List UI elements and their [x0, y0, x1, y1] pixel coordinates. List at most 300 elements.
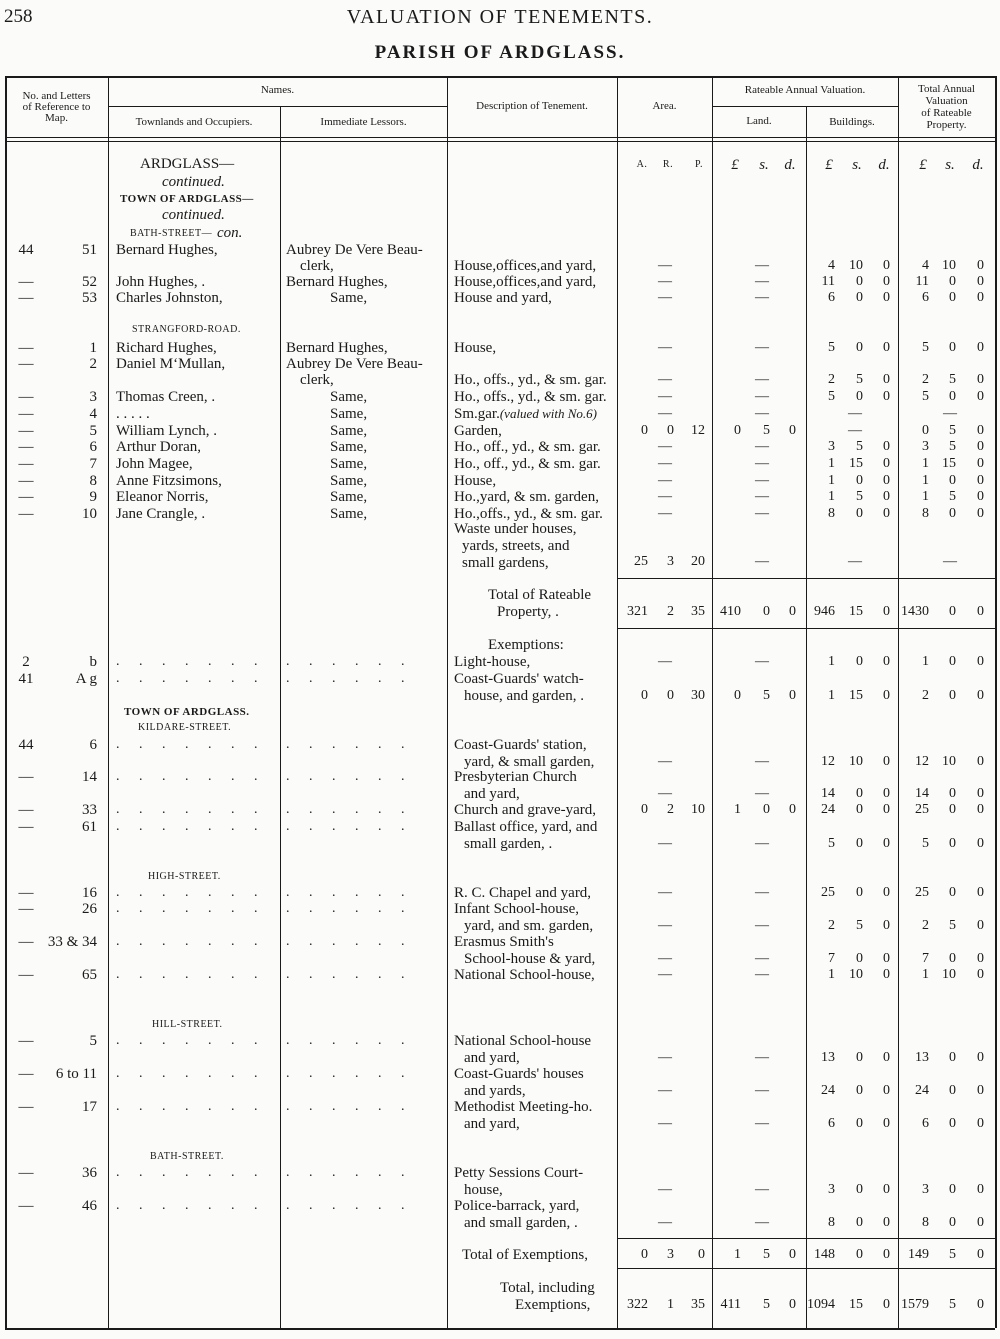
total-value: 15	[942, 456, 956, 471]
map-ref-number: —	[18, 1033, 34, 1049]
money-unit: £	[825, 157, 833, 173]
lessor-name: Same,	[330, 439, 368, 455]
leader-dots: . . . . . . .	[116, 654, 266, 669]
total-value: 24	[915, 1082, 929, 1098]
area-dash: —	[658, 885, 672, 900]
total-value: 7	[922, 950, 929, 966]
area-dash: —	[658, 753, 672, 769]
lessor-name-cont: clerk,	[300, 258, 334, 274]
total-value: 25	[915, 885, 929, 900]
map-ref-letter: 46	[82, 1198, 97, 1214]
buildings-value: 0	[883, 654, 890, 669]
land-dash: —	[755, 917, 769, 933]
buildings-value: 0	[856, 473, 863, 488]
buildings-value: 11	[821, 274, 835, 289]
total-land: 410	[720, 604, 741, 619]
total-value: 0	[949, 506, 956, 521]
total-value: 1	[922, 473, 929, 488]
ref-header-line: of Reference to	[22, 101, 91, 113]
total-rateable-label: Property, .	[497, 604, 559, 620]
land-dash: —	[755, 1115, 769, 1131]
names-sub-rule	[108, 106, 447, 107]
buildings-value: 25	[821, 885, 835, 900]
total-value: 0	[949, 389, 956, 404]
total-value: 6	[922, 1115, 929, 1131]
occupier-name: Bernard Hughes,	[116, 242, 218, 258]
total-valuation: 5	[949, 1247, 956, 1262]
buildings-value: 0	[856, 274, 863, 289]
occupier-name: Anne Fitzsimons,	[116, 473, 222, 489]
total-header-line: Total Annual	[918, 83, 975, 95]
buildings-value: 4	[828, 258, 835, 273]
buildings-value: 0	[883, 885, 890, 900]
map-ref-letter: 6	[89, 737, 97, 753]
buildings-value: 0	[883, 489, 890, 504]
buildings-value: 0	[883, 274, 890, 289]
buildings-value: 24	[821, 1082, 835, 1098]
map-ref-number: —	[18, 456, 34, 472]
buildings-value: 14	[821, 785, 835, 801]
tenement-description: Petty Sessions Court-	[454, 1165, 584, 1181]
lessor-name: Same,	[330, 506, 368, 522]
area-dash: —	[658, 274, 672, 289]
tenement-description: Light-house,	[454, 654, 531, 670]
total-value: 0	[977, 835, 984, 851]
total-value: 0	[977, 1115, 984, 1131]
street-heading: HIGH-STREET.	[148, 871, 221, 882]
ref-header-line: No. and Letters	[22, 90, 91, 102]
tenement-description: School-house & yard,	[464, 950, 596, 967]
tenement-description: small garden, .	[464, 835, 553, 852]
buildings-value: 0	[856, 950, 863, 966]
column-rule	[108, 76, 109, 1328]
total-valuation: 0	[949, 604, 956, 619]
land-value: 0	[734, 687, 741, 703]
buildings-value: 0	[883, 1181, 890, 1197]
buildings-value: 0	[883, 258, 890, 273]
land-header: Land.	[746, 115, 772, 127]
land-dash: —	[755, 1082, 769, 1098]
area-dash: —	[658, 950, 672, 966]
buildings-dash: —	[848, 406, 862, 421]
buildings-value: 0	[883, 1082, 890, 1098]
map-ref-letter: 61	[82, 819, 97, 835]
buildings-value: 5	[828, 835, 835, 851]
total-value: 10	[942, 967, 956, 982]
total-value: 12	[915, 753, 929, 769]
total-value: 5	[922, 835, 929, 851]
land-dash: —	[755, 1214, 769, 1230]
street-heading: BATH-STREET—	[130, 228, 213, 239]
leader-dots: . . . . . . .	[116, 819, 266, 834]
money-unit: d.	[972, 157, 984, 173]
tenement-description: Ho., offs., yd., & sm. gar.	[454, 372, 607, 388]
map-ref-number: —	[18, 423, 34, 439]
grand-total-label: Exemptions,	[515, 1297, 591, 1313]
buildings-value: 0	[883, 340, 890, 355]
area-dash: —	[658, 785, 672, 801]
buildings-value: 1	[828, 456, 835, 471]
total-value: 5	[949, 423, 956, 438]
grand-total-land: 411	[720, 1297, 741, 1312]
total-value: 4	[922, 258, 929, 273]
leader-dots: . . . . . . .	[116, 671, 266, 686]
buildings-value: 0	[856, 1181, 863, 1197]
grand-total-area: 35	[691, 1297, 705, 1312]
occupier-name: . . . . .	[116, 406, 150, 422]
tenement-description: Ballast office, yard, and	[454, 819, 598, 835]
page-number: 258	[4, 6, 33, 27]
area-dash: —	[658, 290, 672, 305]
total-value: 0	[949, 835, 956, 851]
buildings-value: 0	[883, 290, 890, 305]
map-ref-number: —	[18, 406, 34, 422]
total-area: 3	[667, 1247, 674, 1262]
area-value: 10	[691, 802, 705, 817]
area-value: 0	[641, 802, 648, 817]
buildings-value: 5	[856, 489, 863, 504]
total-header-line: Property.	[926, 119, 967, 131]
total-valuation: 149	[908, 1247, 929, 1262]
total-area: 0	[641, 1247, 648, 1262]
buildings-value: 10	[849, 258, 863, 273]
area-dash: —	[658, 340, 672, 355]
total-area: 35	[691, 604, 705, 619]
total-buildings: 0	[883, 1247, 890, 1262]
total-value: 0	[977, 967, 984, 982]
total-value: 8	[922, 506, 929, 521]
land-dash: —	[755, 1181, 769, 1197]
land-dash: —	[755, 290, 769, 305]
buildings-value: 0	[883, 753, 890, 769]
buildings-value: 12	[821, 753, 835, 769]
buildings-value: 1	[828, 654, 835, 669]
buildings-value: 6	[828, 1115, 835, 1131]
leader-dots: . . . . . . .	[116, 1198, 266, 1213]
total-value: 8	[922, 1214, 929, 1230]
total-value: 0	[949, 1214, 956, 1230]
total-buildings: 15	[849, 604, 863, 619]
map-ref-letter: 8	[89, 473, 97, 489]
tenement-description: Police-barrack, yard,	[454, 1198, 580, 1214]
money-unit: s.	[759, 157, 769, 173]
area-dash: —	[658, 372, 672, 387]
total-value: 5	[949, 489, 956, 504]
buildings-value: 0	[883, 835, 890, 851]
total-value: 0	[977, 340, 984, 355]
total-value: 0	[949, 1181, 956, 1197]
leader-dots: . . . . . . .	[116, 737, 266, 752]
leader-dots: . . . . . .	[286, 819, 413, 834]
area-value: 30	[691, 687, 705, 703]
map-ref-letter: 5	[89, 1033, 97, 1049]
buildings-value: 3	[828, 439, 835, 454]
leader-dots: . . . . . . .	[116, 1066, 266, 1081]
leader-dots: . . . . . . .	[116, 901, 266, 916]
total-value: 0	[949, 274, 956, 289]
street-heading: HILL-STREET.	[152, 1019, 223, 1030]
land-dash: —	[755, 456, 769, 471]
total-buildings: 148	[814, 1247, 835, 1262]
occupier-name: Thomas Creen, .	[116, 389, 216, 405]
land-dash: —	[755, 439, 769, 454]
map-ref-letter: 2	[89, 356, 97, 372]
tenement-description: Presbyterian Church	[454, 769, 577, 785]
occupier-name: Jane Crangle, .	[116, 506, 206, 522]
buildings-value: 0	[883, 1115, 890, 1131]
leader-dots: . . . . . . .	[116, 967, 266, 982]
total-value: 0	[977, 950, 984, 966]
total-value: 10	[942, 258, 956, 273]
total-value: 0	[977, 290, 984, 305]
total-value: 0	[949, 802, 956, 817]
area-dash: —	[658, 1181, 672, 1197]
total-area: 2	[667, 604, 674, 619]
table-top-rule	[5, 76, 995, 78]
map-ref-letter: 51	[82, 242, 97, 258]
total-buildings: 0	[883, 604, 890, 619]
subtotal-rule	[617, 1238, 995, 1239]
buildings-value: 1	[828, 687, 835, 703]
tenement-description: National School-house	[454, 1033, 592, 1049]
buildings-value: 0	[856, 290, 863, 305]
leader-dots: . . . . . .	[286, 901, 413, 916]
area-dash: —	[658, 506, 672, 521]
land-value: 0	[734, 423, 741, 438]
tenement-description: house,	[464, 1181, 503, 1198]
buildings-value: 10	[849, 753, 863, 769]
area-dash: —	[658, 1082, 672, 1098]
buildings-value: 0	[883, 967, 890, 982]
tenement-description: Ho., off., yd., & sm. gar.	[454, 456, 601, 472]
street-heading: BATH-STREET.	[150, 1151, 224, 1162]
tenement-description: R. C. Chapel and yard,	[454, 885, 592, 901]
area-dash: —	[658, 1214, 672, 1230]
map-ref-number: —	[18, 1198, 34, 1214]
buildings-value: 1	[828, 489, 835, 504]
map-ref-letter: 7	[89, 456, 97, 472]
total-value: 5	[949, 372, 956, 387]
area-dash: —	[658, 258, 672, 273]
land-dash: —	[755, 406, 769, 421]
total-value: 13	[915, 1049, 929, 1065]
leader-dots: . . . . . .	[286, 654, 413, 669]
money-unit: d.	[878, 157, 890, 173]
land-dash: —	[755, 340, 769, 355]
total-buildings: 946	[814, 604, 835, 619]
buildings-value: 0	[856, 1049, 863, 1065]
buildings-header: Buildings.	[829, 116, 875, 128]
map-ref-letter: 17	[82, 1099, 97, 1115]
area-dash: —	[658, 917, 672, 933]
buildings-value: 0	[883, 1049, 890, 1065]
buildings-value: 0	[856, 506, 863, 521]
total-value: 14	[915, 785, 929, 801]
total-value: 5	[949, 439, 956, 454]
buildings-value: 13	[821, 1049, 835, 1065]
buildings-value: 15	[849, 687, 863, 703]
total-value: 0	[977, 654, 984, 669]
buildings-value: 2	[828, 917, 835, 933]
buildings-value: 5	[856, 372, 863, 387]
tenement-description: Coast-Guards' station,	[454, 737, 587, 753]
grand-total-label: Total, including	[500, 1280, 595, 1296]
map-ref-letter: 53	[82, 290, 97, 306]
total-value: 0	[977, 473, 984, 488]
grand-total-buildings: 0	[883, 1297, 890, 1312]
map-ref-number: —	[18, 356, 34, 372]
occupier-name: Arthur Doran,	[116, 439, 201, 455]
buildings-value: 5	[856, 917, 863, 933]
total-valuation: 0	[977, 1247, 984, 1262]
buildings-value: 0	[883, 506, 890, 521]
map-ref-letter: 33 & 34	[47, 934, 97, 950]
header-bottom-rule	[5, 137, 995, 138]
tenement-description: Ho.,offs., yd., & sm. gar.	[454, 506, 603, 522]
buildings-value: 0	[856, 389, 863, 404]
map-ref-letter: 3	[89, 389, 97, 405]
leader-dots: . . . . . . .	[116, 802, 266, 817]
leader-dots: . . . . . .	[286, 885, 413, 900]
total-value: 0	[977, 372, 984, 387]
land-dash: —	[755, 885, 769, 900]
grand-total-valuation: 0	[977, 1297, 984, 1312]
buildings-value: 8	[828, 1214, 835, 1230]
lessor-name: Same,	[330, 473, 368, 489]
total-value: 0	[977, 423, 984, 438]
buildings-value: 0	[856, 654, 863, 669]
leader-dots: . . . . . .	[286, 737, 413, 752]
total-value: 0	[949, 1082, 956, 1098]
total-value: 0	[977, 489, 984, 504]
column-rule	[712, 76, 713, 1328]
street-continued: con.	[217, 225, 243, 241]
map-ref-number: —	[18, 473, 34, 489]
column-rule	[806, 106, 807, 1328]
occupier-name: John Hughes, .	[116, 274, 206, 290]
total-value: 0	[949, 885, 956, 900]
land-dash: —	[755, 785, 769, 801]
buildings-value: 2	[828, 372, 835, 387]
subtotal-rule	[617, 628, 995, 629]
buildings-value: 0	[856, 835, 863, 851]
total-land: 0	[789, 604, 796, 619]
total-rateable-label: Total of Rateable	[488, 587, 592, 603]
total-value: 0	[977, 1049, 984, 1065]
buildings-value: 0	[883, 785, 890, 801]
leader-dots: . . . . . .	[286, 1033, 413, 1048]
total-value: 5	[949, 917, 956, 933]
buildings-value: 1	[828, 967, 835, 982]
lessor-name: Same,	[330, 406, 368, 422]
description-header: Description of Tenement.	[476, 100, 588, 112]
town-heading: TOWN OF ARDGLASS—	[120, 193, 254, 205]
buildings-value: 1	[828, 473, 835, 488]
total-valuation: 1430	[901, 604, 929, 619]
occupier-name: Richard Hughes,	[116, 340, 217, 356]
map-ref-letter: 33	[82, 802, 97, 818]
parish-title: PARISH OF ARDGLASS.	[374, 42, 626, 63]
total-valuation: 0	[977, 604, 984, 619]
leader-dots: . . . . . . .	[116, 1033, 266, 1048]
land-value: 0	[789, 423, 796, 438]
rateable-header: Rateable Annual Valuation.	[744, 84, 866, 96]
total-area: 321	[627, 604, 648, 619]
grand-total-land: 5	[763, 1297, 770, 1312]
area-dash: —	[658, 456, 672, 471]
land-dash: —	[755, 753, 769, 769]
map-ref-number: —	[18, 439, 34, 455]
land-dash: —	[755, 967, 769, 982]
total-land: 5	[763, 1247, 770, 1262]
total-value: 0	[977, 506, 984, 521]
map-ref-letter: 6 to 11	[55, 1066, 97, 1082]
right-frame	[995, 76, 997, 1328]
lessor-name: Same,	[330, 389, 368, 405]
area-header: Area.	[652, 100, 677, 112]
area-dash: —	[658, 967, 672, 982]
grand-total-area: 322	[627, 1297, 648, 1312]
area-dash: —	[658, 489, 672, 504]
total-header-line: of Rateable	[921, 107, 972, 119]
total-dash: —	[943, 406, 957, 421]
total-value: 1	[922, 489, 929, 504]
area-value: 12	[691, 423, 705, 438]
tenement-description: Ho., offs., yd., & sm. gar.	[454, 389, 607, 405]
buildings-value: 0	[856, 340, 863, 355]
total-area: 0	[698, 1247, 705, 1262]
rateable-sub-rule	[712, 106, 898, 107]
buildings-value: 0	[856, 802, 863, 817]
total-value: 1	[922, 456, 929, 471]
column-rule	[898, 76, 899, 1328]
area-dash: —	[658, 835, 672, 851]
map-ref-letter: A g	[75, 671, 97, 687]
map-ref-number: —	[18, 1099, 34, 1115]
buildings-value: 8	[828, 506, 835, 521]
leader-dots: . . . . . .	[286, 769, 413, 784]
total-value: 3	[922, 1181, 929, 1197]
map-ref-number: 2	[22, 654, 30, 670]
area-unit: R.	[662, 159, 674, 170]
land-dash: —	[755, 506, 769, 521]
buildings-value: 0	[856, 1214, 863, 1230]
header-double-rule	[5, 141, 995, 142]
tenement-description: House,	[454, 473, 497, 489]
land-value: 5	[763, 687, 770, 703]
map-ref-number: —	[18, 1165, 34, 1181]
waste-description: small gardens,	[462, 555, 549, 571]
land-value: 0	[763, 802, 770, 817]
buildings-value: 24	[821, 802, 835, 817]
land-dash: —	[755, 389, 769, 404]
map-ref-letter: 14	[82, 769, 97, 785]
town-heading: TOWN OF ARDGLASS.	[124, 706, 250, 718]
map-ref-number: —	[18, 819, 34, 835]
leader-dots: . . . . . . .	[116, 1099, 266, 1114]
total-value: 0	[977, 687, 984, 703]
buildings-value: 7	[828, 950, 835, 966]
subtotal-rule	[617, 1268, 995, 1269]
occupier-name: Charles Johnston,	[116, 290, 223, 306]
map-ref-letter: 10	[82, 506, 97, 522]
buildings-value: 0	[883, 473, 890, 488]
total-buildings: 0	[856, 1247, 863, 1262]
tenement-description: Methodist Meeting-ho.	[454, 1099, 593, 1115]
continued-label: continued.	[162, 207, 225, 223]
buildings-value: 0	[856, 1115, 863, 1131]
area-dash: —	[658, 473, 672, 488]
